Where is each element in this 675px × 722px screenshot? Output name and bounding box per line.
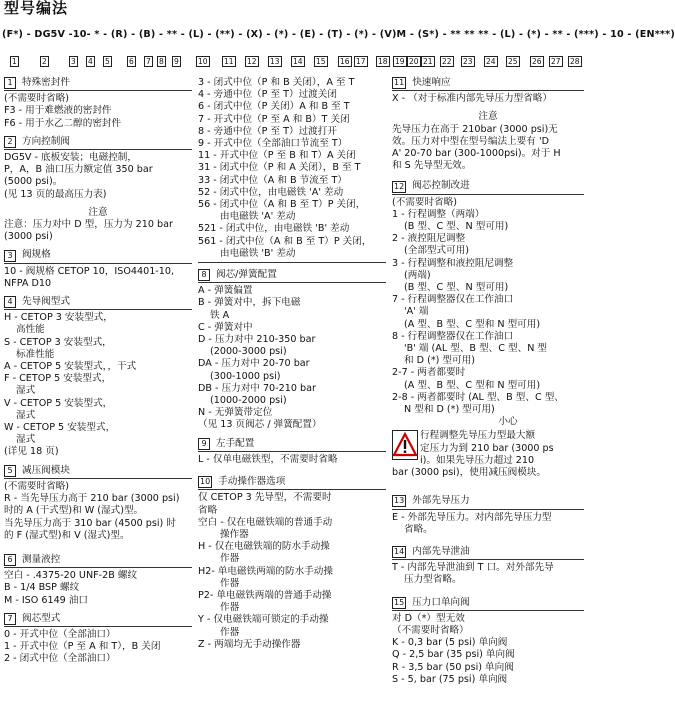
code-number: 22 (442, 57, 452, 66)
text-line: H2- 单电磁铁两端的防水手动操 (198, 565, 333, 577)
text-line: 'A' 端 (404, 306, 429, 318)
text-line: 对 D（*）型无效 (392, 612, 465, 624)
text-line: R - 3,5 bar (50 psi) 单向阀 (392, 661, 514, 673)
section-title: 阀芯/弹簧配置 (216, 269, 277, 281)
text-line: H - 仅在电磁铁端的防水手动操 (198, 541, 330, 553)
text-line: 4 - 旁通中位（P 至 T）过渡关闭 (198, 89, 337, 101)
text-line: （不需要时省略） (392, 624, 469, 636)
text-line: 作器 (220, 577, 240, 589)
code-number: 7 (146, 57, 151, 66)
text-line: 561 - 闭式中位（A 和 B 至 T）P 关闭， (198, 235, 372, 247)
text-line: 空白 - 仅在电磁铁端的普通手动 (198, 516, 333, 528)
section-spool-control-modifications (392, 180, 584, 479)
section-title: 特殊密封件 (22, 77, 70, 88)
text-line: Q - 2,5 bar (35 psi) 单向阀 (392, 649, 515, 661)
text-line: 效。压力对中型在型号编法上要有 'D (392, 135, 549, 147)
section-title: 阀芯控制改进 (412, 180, 470, 192)
code-number: 2 (42, 57, 47, 66)
section-number: 3 (4, 250, 16, 262)
text-line: V - CETOP 5 安装型式， (4, 397, 113, 409)
text-line: A' 20-70 bar (300-1000psi)。对于 H (392, 148, 561, 160)
caution-block (392, 430, 584, 467)
code-number: 27 (551, 57, 561, 66)
section-title: 内部先导泄油 (412, 545, 470, 557)
text-line: 2-7 - 两者都要时 (392, 367, 466, 379)
text-line: X - （对于标准内部先导压力型省略） (392, 93, 553, 105)
text-line: 省略 (198, 504, 218, 516)
code-number: 5 (105, 57, 110, 66)
section-spool-spring-arrangement (198, 269, 386, 432)
text-line: (不需要时省略) (392, 196, 458, 208)
section-number: 14 (394, 547, 405, 556)
code-number: 21 (423, 57, 433, 66)
text-line: 的 F (湿式型)和 V (湿式)型。 (4, 529, 130, 541)
section-number: 9 (198, 438, 210, 450)
column-middle (198, 77, 386, 657)
section-external-pilot-pressure (392, 495, 584, 536)
section-number: 4 (4, 296, 16, 308)
code-number: 4 (88, 57, 93, 66)
code-number: 19 (395, 57, 405, 66)
text-line: R - 当先导压力高于 210 bar (3000 psi) (4, 493, 180, 505)
text-line: (300-1000 psi) (210, 370, 281, 382)
section-title: 左手配置 (216, 437, 255, 449)
text-line: i)。如果先导压力超过 210 (420, 454, 535, 466)
section-number: 2 (4, 136, 16, 148)
text-line: A - CETOP 5 安装型式，，干式 (4, 361, 137, 373)
section-title: 减压阀模块 (22, 464, 70, 476)
column-right (392, 77, 584, 692)
text-line: N - 无弹簧带定位 (198, 407, 273, 419)
section-title: 方向控制阀 (22, 135, 70, 147)
text-line: 9 - 开式中位（全部油口节流至 T） (198, 138, 348, 150)
warning-icon (392, 430, 418, 460)
text-line: 8 - 旁通中位（P 至 T）过渡打开 (198, 125, 337, 137)
text-line: 1 - 开式中位（P 至 A 和 T），B 关闭 (4, 641, 161, 653)
code-number: 26 (532, 57, 542, 66)
section-number: 10 (200, 477, 211, 487)
text-line: K - 0,3 bar (5 psi) 单向阀 (392, 637, 508, 649)
text-line: 2-8 - 两者都要时 (AL 型、B 型、C 型、 (392, 391, 564, 403)
note-title: 注意 (478, 111, 498, 123)
section-title: 快速响应 (412, 77, 451, 88)
text-line: DG5V - 底板安装；电磁控制， (4, 152, 137, 164)
code-number: 16 (340, 57, 350, 66)
text-line: 作器 (220, 602, 240, 614)
code-number: 6 (129, 57, 134, 66)
code-number: 13 (270, 57, 280, 66)
text-line: 作器 (220, 553, 240, 565)
section-spool-type-continued (198, 77, 386, 263)
text-line: S - 5, bar (75 psi) 单向阀 (392, 673, 508, 685)
section-manual-override-options (198, 476, 386, 651)
section-number: 6 (4, 554, 16, 566)
text-line: (两端) (404, 269, 431, 281)
code-number: 20 (409, 57, 419, 66)
text-line: 当先导压力高于 310 bar (4500 psi) 时 (4, 517, 176, 529)
text-line: 7 - 开式中位（P 至 A 和 B）T 关闭 (198, 113, 350, 125)
code-number: 18 (378, 57, 388, 66)
text-line: 3 - 行程调整和液控阻尼调整 (392, 257, 514, 269)
text-line: (5000 psi)。 (4, 176, 63, 188)
text-line: (B 型、C 型、N 型可用) (404, 282, 509, 294)
text-line: B - 1/4 BSP 螺纹 (4, 582, 80, 594)
code-number: 14 (293, 57, 303, 66)
text-line: (A 型、B 型、C 型和 N 型可用) (404, 318, 541, 330)
section-pressure-port-check-valve (392, 597, 584, 686)
section-directional-valve (4, 136, 192, 244)
text-line: F6 - 用于水乙二醇的密封件 (4, 117, 122, 129)
text-line: 注意：压力对中 D 型，压力为 210 bar (4, 219, 173, 231)
model-code-line: (F*) - DG5V -10- * - (R) - (B) - ** - (L) - (**) - (X) - (*) - (E) - (T) - (*) - (V)M - (S*) - ** ** ** - (L) - (*) - ** - (***) - 10 - (EN***) (2, 29, 675, 40)
text-line: F - CETOP 5 安装型式， (4, 373, 112, 385)
text-line: 10 - 阀规格 CETOP 10，ISO4401-10, (4, 265, 175, 277)
section-title: 先导阀型式 (22, 296, 70, 308)
section-internal-pilot-drain (392, 546, 584, 587)
text-line: 3 - 闭式中位（P 和 B 关闭），A 至 T (198, 77, 355, 88)
text-line: 湿式 (16, 409, 36, 421)
text-line: A - 弹簧偏置 (198, 285, 253, 297)
text-line: 湿式 (16, 434, 36, 446)
text-line: 由电磁铁 'B' 差动 (220, 247, 296, 259)
section-left-hand-build (198, 438, 386, 466)
text-line: P2- 单电磁铁两端的普通手动操 (198, 589, 332, 601)
text-line: 空白 - .4375-20 UNF-2B 螺纹 (4, 570, 138, 582)
text-line: (1000-2000 psi) (210, 395, 287, 407)
caution-title: 小心 (498, 416, 518, 428)
code-number: 23 (463, 57, 473, 66)
code-number: 1 (12, 57, 17, 66)
column-left (4, 77, 192, 672)
text-line: F3 - 用于难燃液的密封件 (4, 105, 112, 117)
text-line: 8 - 行程调整器仅在工作油口 (392, 330, 514, 342)
section-number: 13 (394, 496, 405, 506)
text-line: 7 - 行程调整器仅在工作油口 (392, 294, 514, 306)
section-number: 12 (394, 181, 405, 191)
text-line: 'B' 端 (AL 型、B 型、C 型、N 型 (404, 343, 548, 355)
text-line: 2 - 闭式中位（全部油口） (4, 653, 116, 665)
section-title: 压力口单向阀 (412, 596, 470, 608)
text-line: 压力型省略。 (404, 574, 462, 586)
section-special-seals (4, 77, 192, 130)
text-line: (见 13 页的最高压力表) (4, 188, 107, 200)
text-line: 标准性能 (16, 348, 55, 360)
text-line: （见 13 页阀芯 / 弹簧配置） (198, 419, 322, 431)
text-line: 先导压力在高于 210bar (3000 psi)无 (392, 123, 558, 135)
text-line: 铁 A (210, 309, 230, 321)
text-line: DB - 压力对中 70-210 bar (198, 382, 316, 394)
code-number: 9 (174, 57, 179, 66)
section-pilot-valve-type (4, 296, 192, 459)
text-line: L - 仅单电磁铁型，不需要时省略 (198, 453, 338, 465)
text-line: (B 型、C 型、N 型可用) (404, 221, 509, 233)
text-line: 0 - 开式中位（全部油口） (4, 628, 116, 640)
text-line: 31 - 闭式中位（P 和 A 关闭），B 至 T (198, 162, 361, 174)
text-line: M - ISO 6149 油口 (4, 594, 89, 606)
text-line: 521 - 闭式中位，由电磁铁 'B' 差动 (198, 223, 350, 235)
section-title: 手动操作器选项 (218, 476, 286, 488)
text-line: T - 内部先导泄油到 T 口。对外部先导 (392, 562, 554, 574)
text-line: B - 弹簧对中，拆下电磁 (198, 297, 301, 309)
divider (198, 262, 386, 263)
code-number: 3 (71, 57, 76, 66)
text-line: Y - 仅电磁铁端可锁定的手动操 (198, 614, 329, 626)
note-title: 注意 (88, 206, 108, 218)
text-line: P，A，B 油口压力额定值 350 bar (4, 164, 153, 176)
text-line: 56 - 闭式中位（A 和 B 至 T）P 关闭， (198, 199, 366, 211)
text-line: 作器 (220, 626, 240, 638)
text-line: (不需要时省略) (4, 480, 70, 492)
code-number: 17 (356, 57, 366, 66)
page-title: 型号编法 (4, 0, 69, 17)
text-line: 时的 A (干式型)和 W (湿式)型。 (4, 505, 144, 517)
section-title: 阀芯型式 (22, 612, 61, 624)
text-line: 和 S 先导型无效。 (392, 160, 472, 172)
section-number: 5 (4, 465, 16, 477)
section-number: 11 (394, 78, 405, 88)
text-line: 湿式 (16, 385, 36, 397)
text-line: (详见 18 页) (4, 446, 59, 458)
text-line: D - 压力对中 210-350 bar (198, 334, 316, 346)
code-number: 28 (570, 57, 580, 66)
code-number: 24 (486, 57, 496, 66)
section-title: 阀规格 (22, 249, 51, 261)
text-line: 2 - 液控阻尼调整 (392, 233, 466, 245)
code-number: 25 (508, 57, 518, 66)
text-line: 11 - 开式中位（P 至 B 和 T）A 关闭 (198, 150, 356, 162)
code-number: 8 (159, 57, 164, 66)
text-line: W - CETOP 5 安装型式， (4, 422, 116, 434)
text-line: E - 外部先导压力。对内部先导压力型 (392, 511, 552, 523)
text-line: 行程调整先导压力型最大额 (420, 430, 536, 442)
text-line: 1 - 行程调整（两端） (392, 208, 485, 220)
section-spool-type (4, 613, 192, 666)
text-line: DA - 压力对中 20-70 bar (198, 358, 310, 370)
text-line: 6 - 闭式中位（P 关闭）A 和 B 至 T (198, 101, 350, 113)
code-position-numbers (0, 56, 587, 70)
section-valve-size (4, 249, 192, 290)
text-line: 33 - 闭式中位（A 和 B 节流至 T） (198, 174, 347, 186)
text-line: 由电磁铁 'A' 差动 (220, 211, 296, 223)
section-number: 15 (394, 597, 405, 607)
text-line: C - 弹簧对中 (198, 321, 253, 333)
section-title: 外部先导压力 (412, 495, 470, 507)
text-line: (不需要时省略) (4, 93, 70, 105)
text-line: 定压力为到 210 bar (3000 ps (420, 442, 554, 454)
text-line: Z - 两端均无手动操作器 (198, 638, 301, 650)
text-line: 和 D (*) 型可用) (404, 355, 475, 367)
text-line: 省略。 (404, 523, 433, 535)
code-number: 10 (198, 57, 208, 66)
text-line: (全部型式可用) (404, 245, 470, 257)
section-gauge-port (4, 554, 192, 607)
text-line: N 型和 D (*) 型可用) (404, 404, 495, 416)
section-number: 1 (4, 77, 16, 89)
text-line: H - CETOP 3 安装型式， (4, 312, 113, 324)
text-line: (A 型、B 型、C 型和 N 型可用) (404, 379, 541, 391)
text-line: NFPA D10 (4, 277, 52, 289)
section-fast-response (392, 77, 584, 172)
text-line: 52 - 闭式中位，由电磁铁 'A' 差动 (198, 186, 344, 198)
code-number: 12 (247, 57, 257, 66)
text-line: (3000 psi) (4, 231, 53, 243)
section-title: 测量液控 (22, 553, 61, 565)
code-number: 15 (316, 57, 326, 66)
text-line: S - CETOP 3 安装型式， (4, 336, 112, 348)
text-line: (2000-3000 psi) (210, 346, 287, 358)
section-number: 8 (198, 269, 210, 281)
section-reducing-valve-module (4, 465, 192, 542)
code-number: 11 (224, 57, 234, 66)
text-line: 高性能 (16, 324, 45, 336)
text-line: 操作器 (220, 528, 249, 540)
text-line: 仅 CETOP 3 先导型，不需要时 (198, 492, 332, 504)
text-line: bar (3000 psi)，使用减压阀模块。 (392, 467, 547, 479)
section-number: 7 (4, 613, 16, 625)
